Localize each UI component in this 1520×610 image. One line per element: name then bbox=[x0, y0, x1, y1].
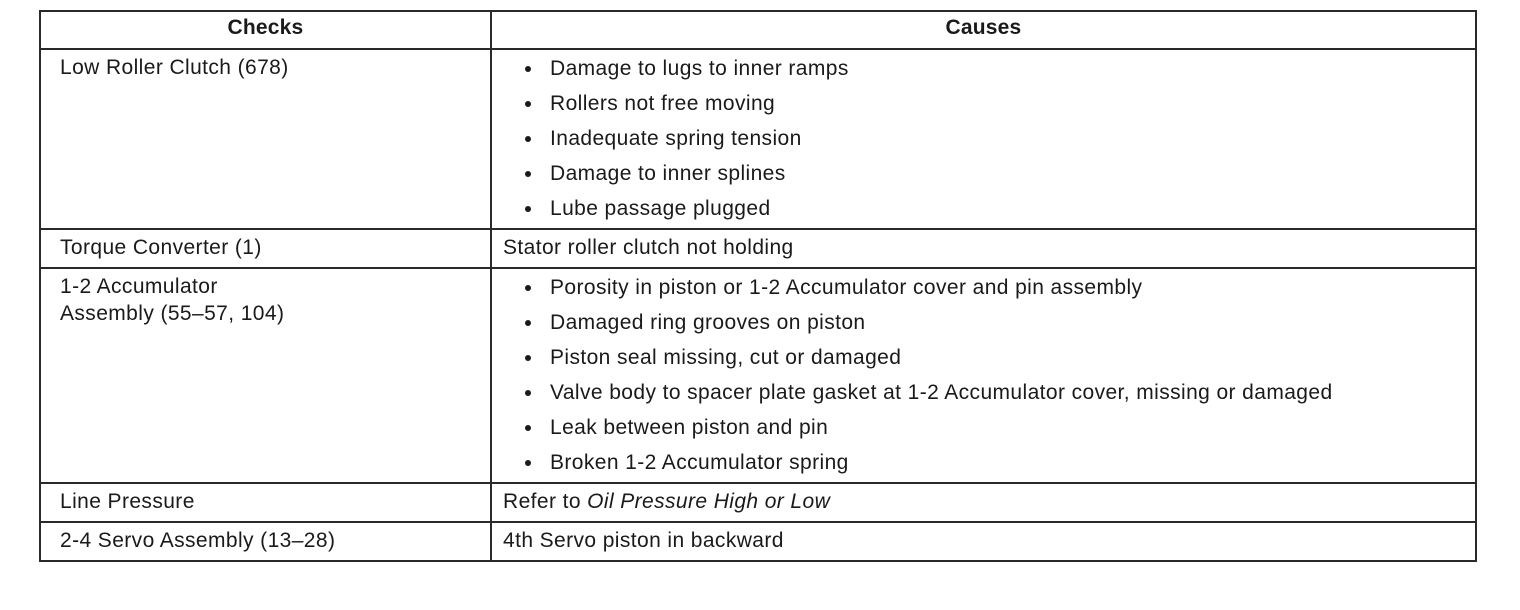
check-text: Line Pressure bbox=[60, 490, 195, 513]
check-cell bbox=[40, 268, 491, 483]
cause-cell bbox=[491, 229, 1476, 268]
check-text: Low Roller Clutch (678) bbox=[60, 56, 289, 79]
cause-text: 4th Servo piston in backward bbox=[503, 529, 784, 552]
bullet-icon bbox=[525, 206, 531, 212]
table-row bbox=[40, 522, 1476, 561]
cause-text: Damage to inner splines bbox=[550, 162, 786, 185]
cause-text: Stator roller clutch not holding bbox=[503, 236, 794, 259]
cause-item bbox=[503, 55, 1465, 82]
cause-text: Damage to lugs to inner ramps bbox=[550, 57, 849, 80]
check-text: Assembly (55–57, 104) bbox=[60, 302, 285, 325]
cause-item bbox=[503, 309, 1465, 336]
cause-item bbox=[503, 125, 1465, 152]
cause-item bbox=[503, 414, 1465, 441]
check-cell bbox=[40, 483, 491, 522]
cause-text: Rollers not free moving bbox=[550, 92, 776, 115]
cause-list bbox=[503, 55, 1465, 222]
cause-item bbox=[503, 274, 1465, 301]
bullet-icon bbox=[525, 101, 531, 107]
cause-item bbox=[503, 160, 1465, 187]
check-cell bbox=[40, 229, 491, 268]
cause-text: Porosity in piston or 1-2 Accumulator cover and pin assembly bbox=[550, 276, 1143, 299]
check-text: 2-4 Servo Assembly (13–28) bbox=[60, 529, 336, 552]
cross-reference: Oil Pressure High or Low bbox=[587, 490, 831, 513]
bullet-icon bbox=[525, 355, 531, 361]
bullet-icon bbox=[525, 285, 531, 291]
cause-text: Lube passage plugged bbox=[550, 197, 771, 220]
check-cell bbox=[40, 522, 491, 561]
column-header-causes: Causes bbox=[491, 11, 1476, 49]
cause-text: Broken 1-2 Accumulator spring bbox=[550, 451, 849, 474]
cause-item bbox=[503, 379, 1465, 406]
cause-cell bbox=[491, 268, 1476, 483]
cause-item bbox=[503, 195, 1465, 222]
cause-item bbox=[503, 449, 1465, 476]
check-cell bbox=[40, 49, 491, 229]
cause-list bbox=[503, 274, 1465, 476]
cause-text: Damaged ring grooves on piston bbox=[550, 311, 866, 334]
bullet-icon bbox=[525, 320, 531, 326]
cause-text: Valve body to spacer plate gasket at 1-2 Accumulator cover, missing or damaged bbox=[550, 381, 1333, 404]
cause-text: Inadequate spring tension bbox=[550, 127, 802, 150]
check-text: 1-2 Accumulator bbox=[60, 275, 218, 298]
table-row bbox=[40, 268, 1476, 483]
check-text: Torque Converter (1) bbox=[60, 236, 262, 259]
column-header-checks: Checks bbox=[40, 11, 491, 49]
cause-cell bbox=[491, 49, 1476, 229]
bullet-icon bbox=[525, 425, 531, 431]
table-row bbox=[40, 483, 1476, 522]
table-row bbox=[40, 49, 1476, 229]
bullet-icon bbox=[525, 460, 531, 466]
diagnosis-table bbox=[39, 10, 1477, 562]
cause-text: Leak between piston and pin bbox=[550, 416, 829, 439]
bullet-icon bbox=[525, 390, 531, 396]
cause-prefix: Refer to bbox=[503, 490, 588, 513]
table-header-row bbox=[40, 11, 1476, 49]
table-row bbox=[40, 229, 1476, 268]
bullet-icon bbox=[525, 171, 531, 177]
cause-text: Piston seal missing, cut or damaged bbox=[550, 346, 902, 369]
cause-cell bbox=[491, 483, 1476, 522]
bullet-icon bbox=[525, 66, 531, 72]
cause-item bbox=[503, 90, 1465, 117]
bullet-icon bbox=[525, 136, 531, 142]
cause-cell bbox=[491, 522, 1476, 561]
cause-item bbox=[503, 344, 1465, 371]
